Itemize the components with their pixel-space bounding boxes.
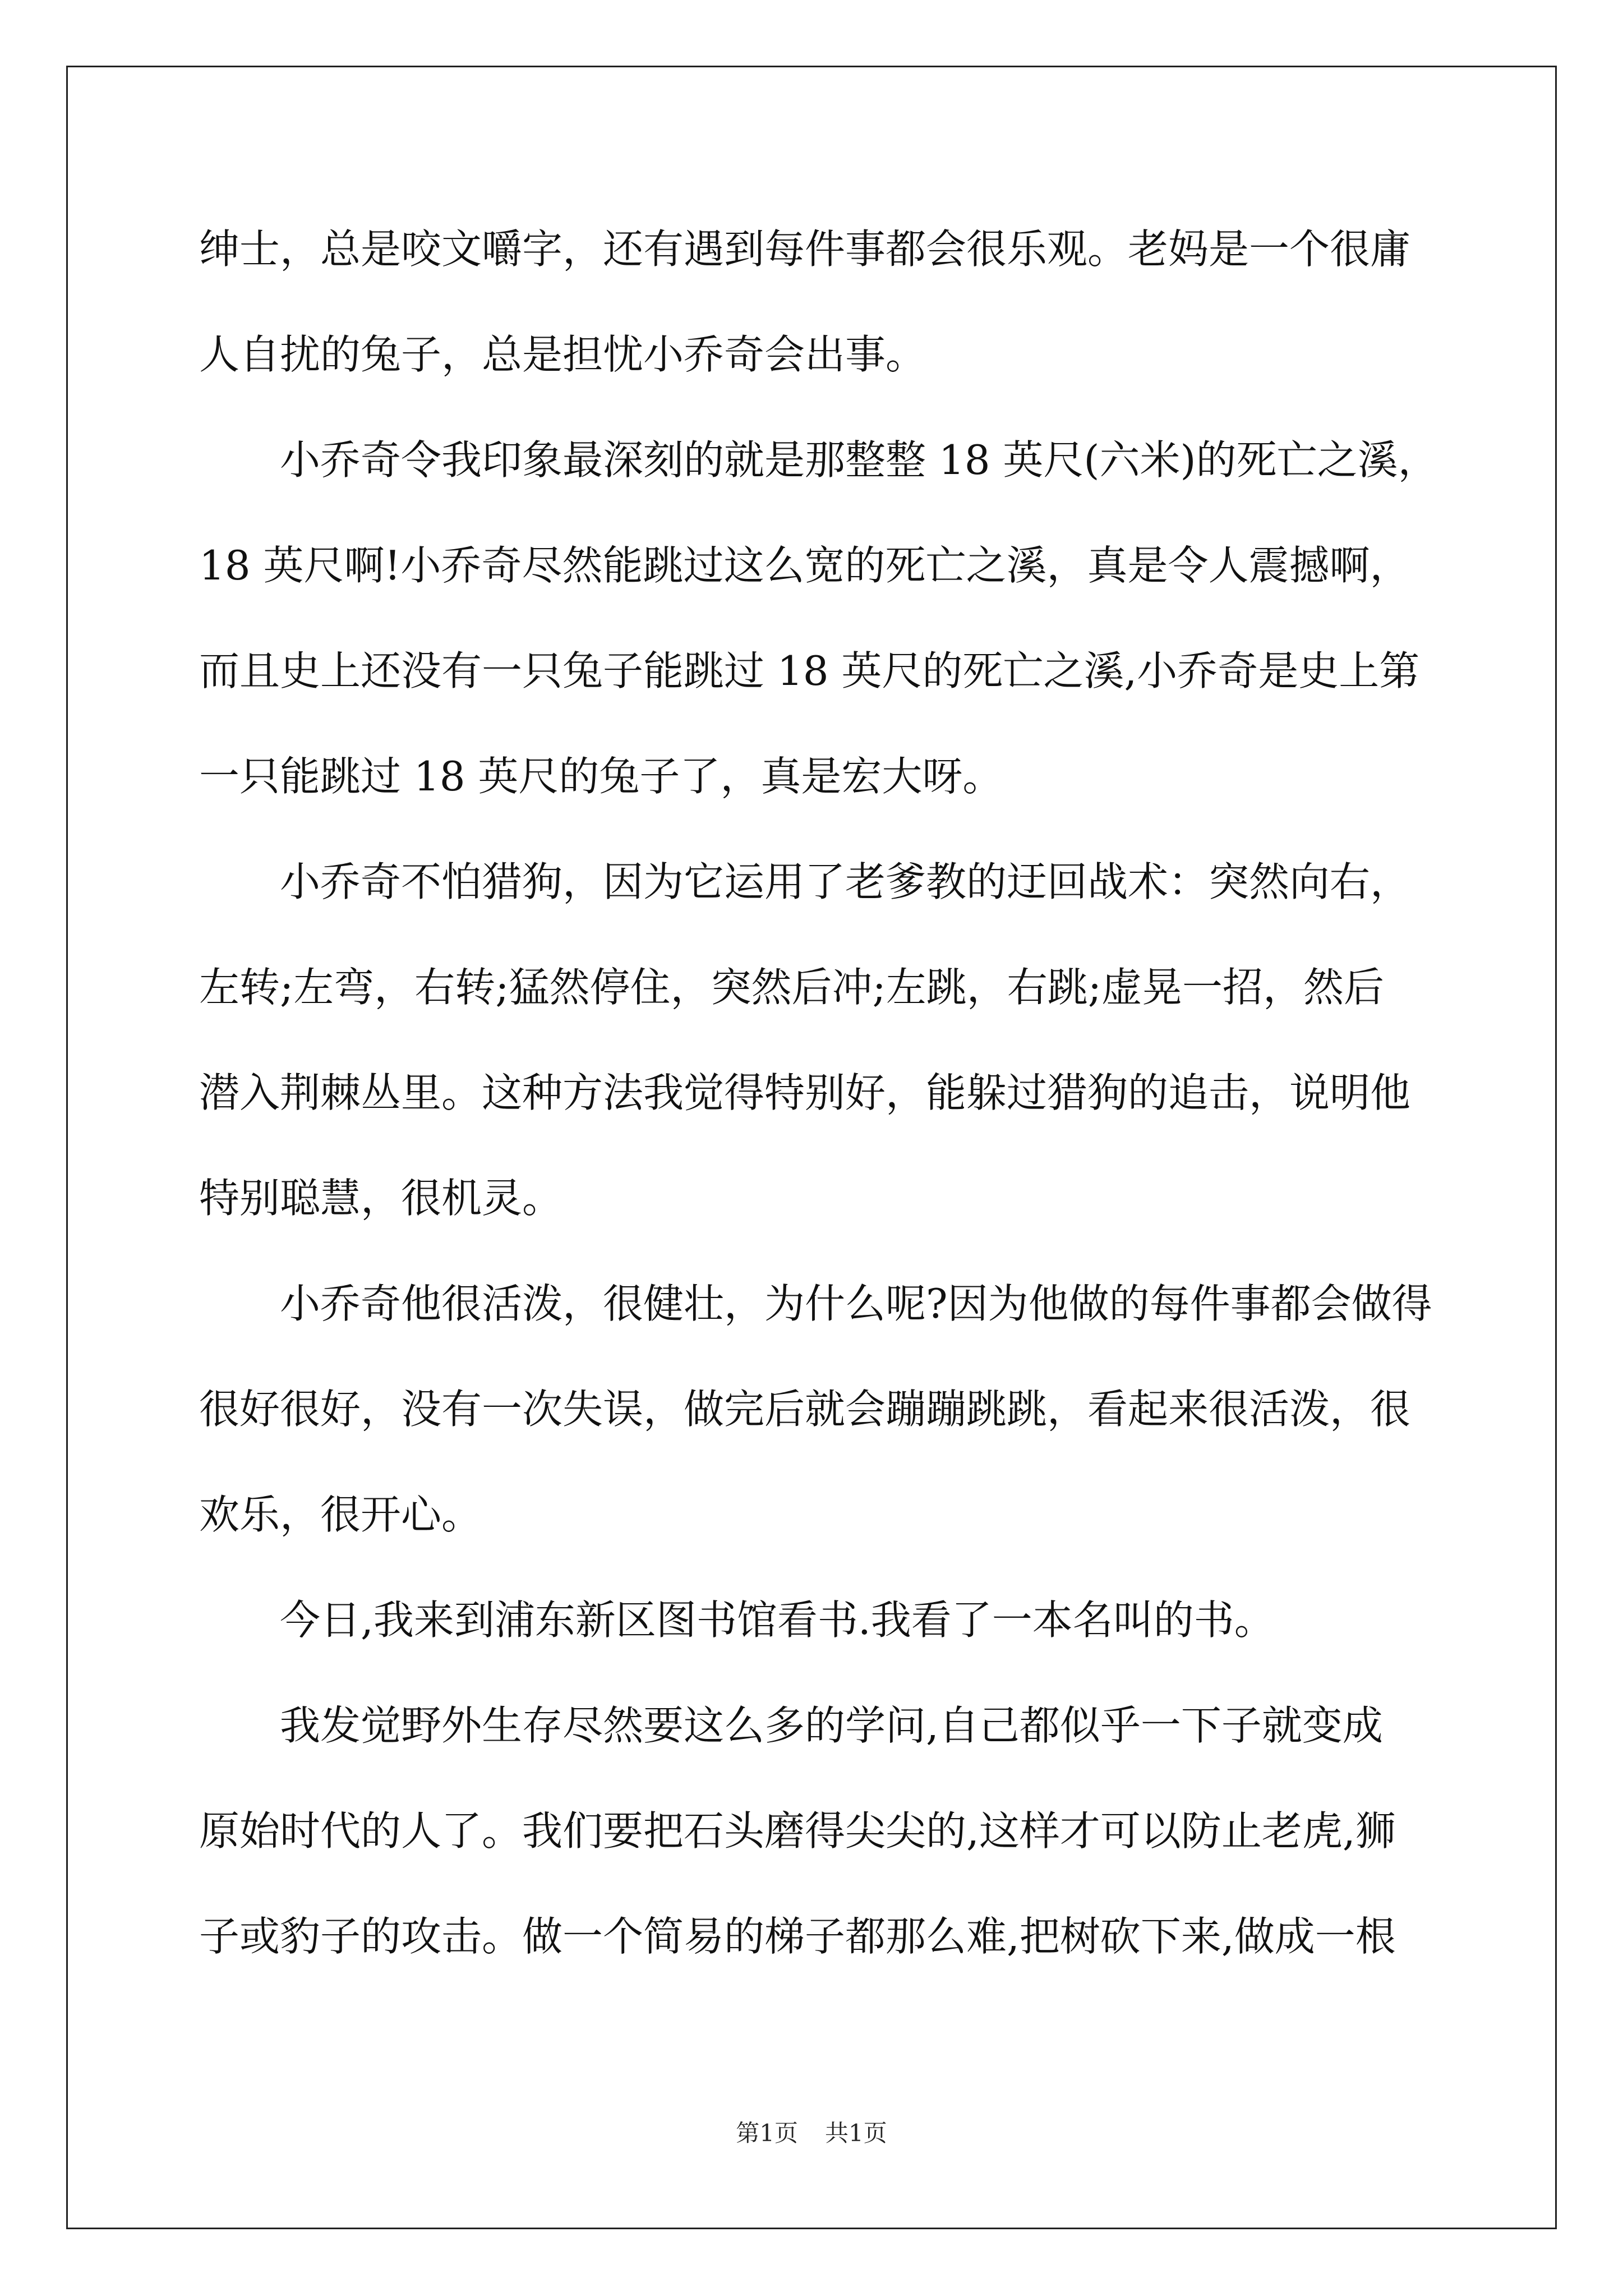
document-body [199, 220, 1438, 2013]
text-line: 潜入荆棘丛里。这种方法我觉得特别好，能躲过猎狗的追击，说明他 [199, 1069, 1411, 1116]
text-line: 小乔奇不怕猎狗，因为它运用了老爹教的迂回战术：突然向右， [199, 858, 1411, 905]
text-line: 小乔奇他很活泼，很健壮，为什么呢?因为他做的每件事都会做得 [199, 1280, 1432, 1327]
text-line: 子或豹子的攻击。做一个简易的梯子都那么难,把树砍下来,做成一根 [199, 1913, 1396, 1960]
page-total: 共1页 [825, 2119, 887, 2147]
text-line: 左转;左弯，右转;猛然停住，突然后冲;左跳，右跳;虚晃一招，然后 [199, 964, 1385, 1011]
text-line: 小乔奇令我印象最深刻的就是那整整 18 英尺(六米)的死亡之溪， [199, 436, 1438, 484]
text-line: 欢乐，很开心。 [199, 1491, 482, 1538]
text-line: 原始时代的人了。我们要把石头磨得尖尖的,这样才可以防止老虎,狮 [199, 1807, 1396, 1855]
text-line: 18 英尺啊!小乔奇尽然能跳过这么宽的死亡之溪，真是令人震撼啊， [199, 542, 1410, 589]
text-line: 特别聪慧，很机灵。 [199, 1175, 563, 1222]
text-line: 而且史上还没有一只兔子能跳过 18 英尺的死亡之溪,小乔奇是史上第 [199, 647, 1420, 694]
text-line: 我发觉野外生存尽然要这么多的学问,自己都似乎一下子就变成 [199, 1702, 1383, 1749]
text-line: 一只能跳过 18 英尺的兔子了，真是宏大呀。 [199, 753, 1003, 800]
text-line: 人自扰的兔子，总是担忧小乔奇会出事。 [199, 331, 926, 378]
page-footer [0, 2118, 1623, 2149]
text-line: 今日,我来到浦东新区图书馆看书.我看了一本名叫的书。 [199, 1596, 1275, 1644]
page-number: 第1页 [736, 2119, 798, 2147]
text-line: 绅士，总是咬文嚼字，还有遇到每件事都会很乐观。老妈是一个很庸 [199, 226, 1411, 273]
text-line: 很好很好，没有一次失误，做完后就会蹦蹦跳跳，看起来很活泼，很 [199, 1386, 1411, 1433]
